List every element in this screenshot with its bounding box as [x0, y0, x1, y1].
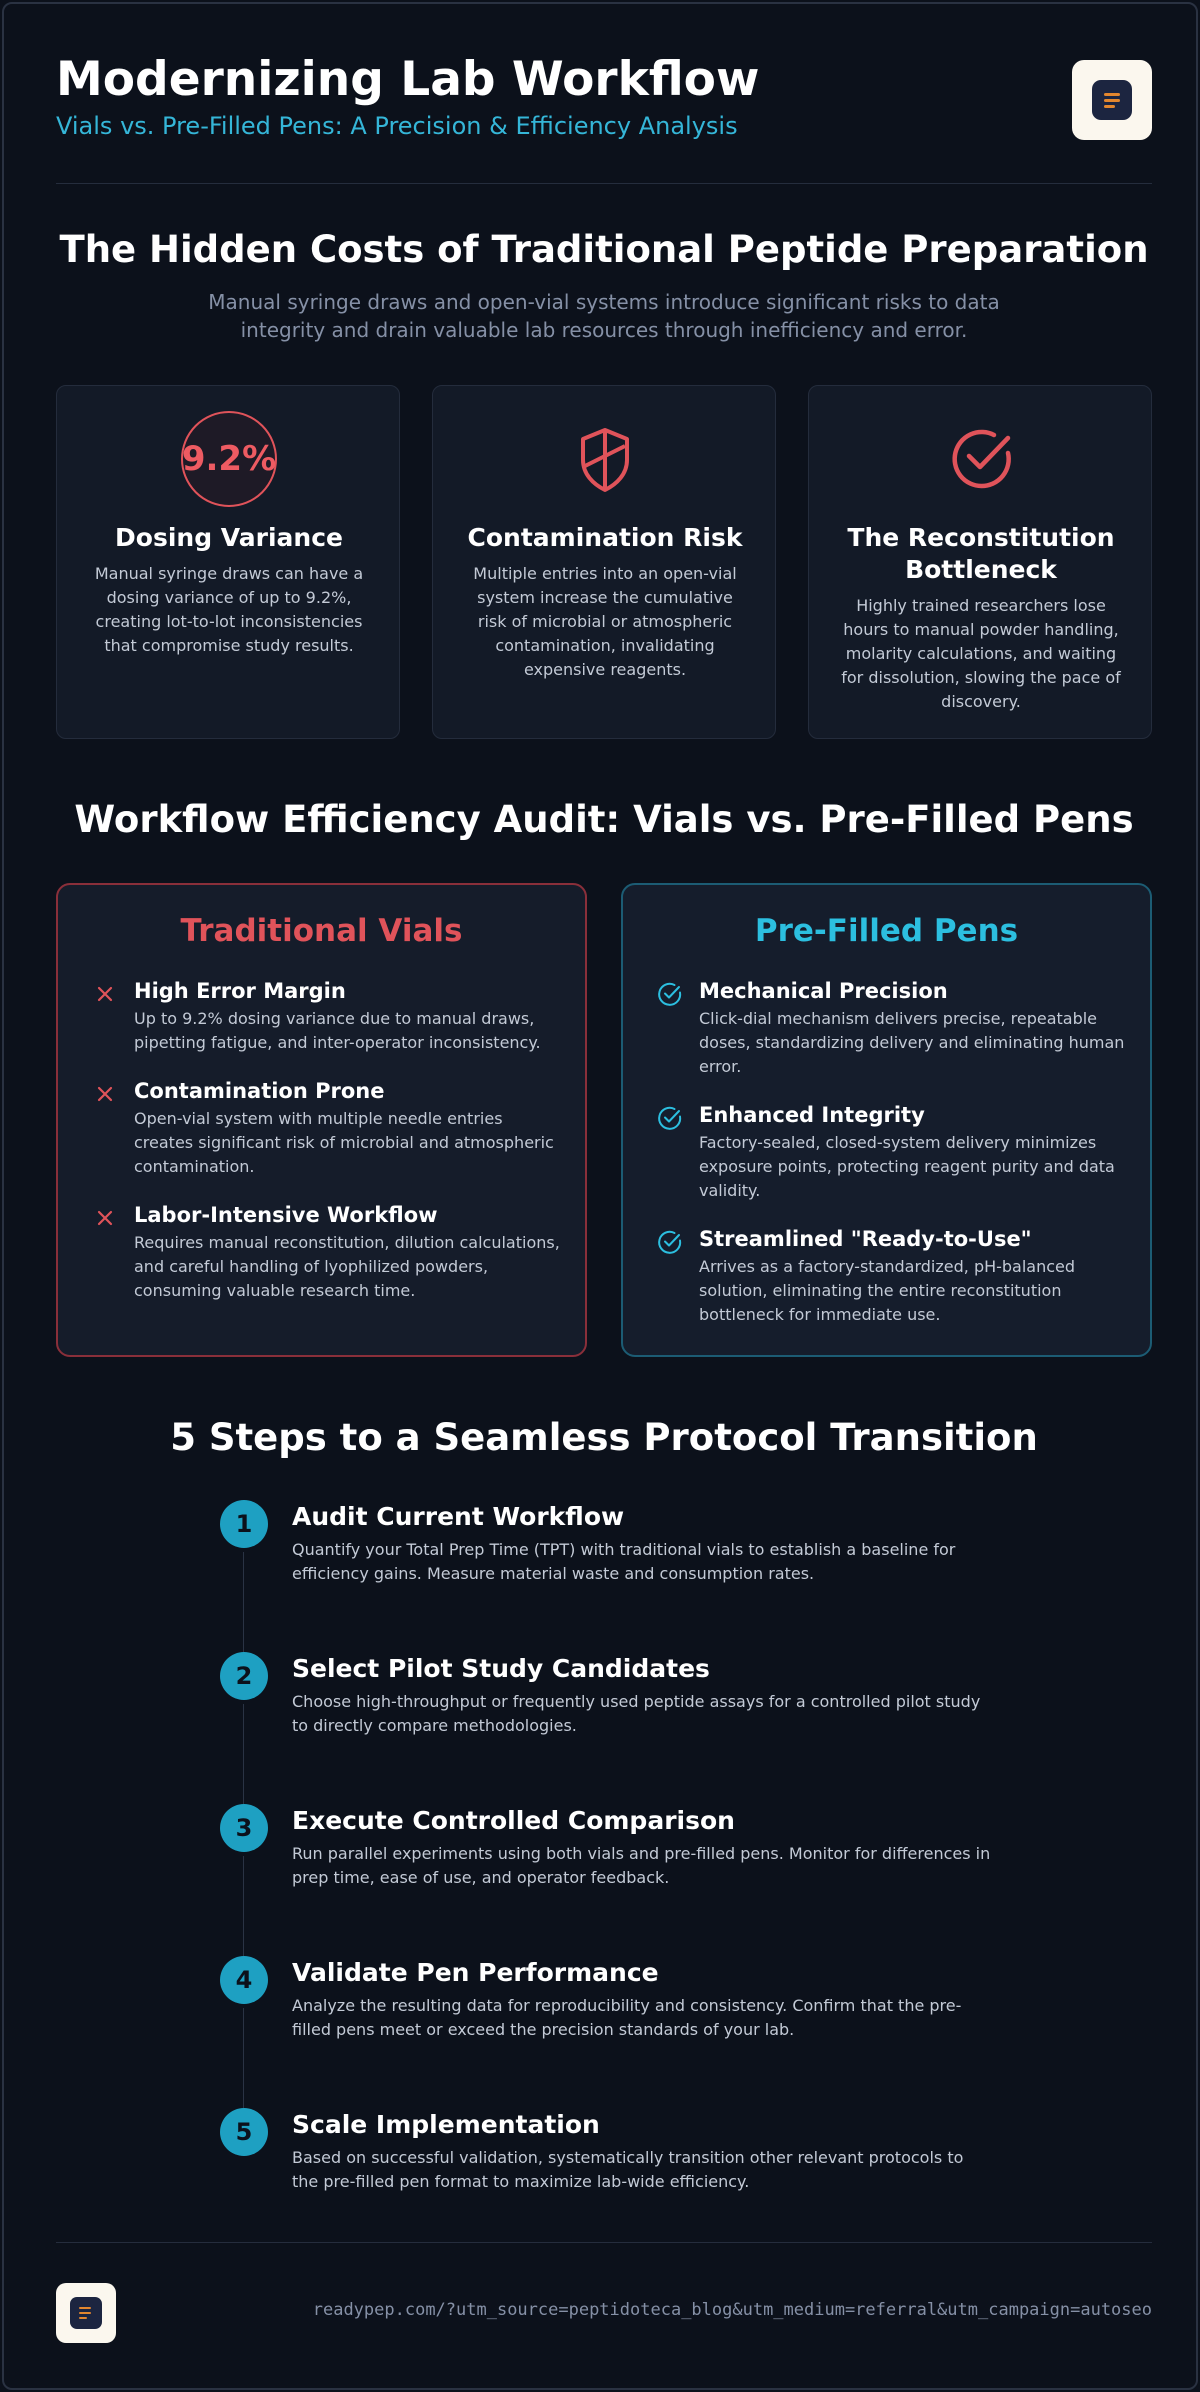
cost-card-title: The Reconstitution Bottleneck [847, 523, 1115, 584]
page-title: Modernizing Lab Workflow [56, 52, 760, 107]
check-circle-icon [657, 1105, 683, 1131]
vials-item-title: High Error Margin [134, 979, 346, 1003]
step-number: 1 [220, 1500, 268, 1548]
cost-card-dosing-variance [56, 385, 400, 739]
logo [1072, 60, 1152, 140]
check-circle-icon [657, 1229, 683, 1255]
step-title: Scale Implementation [292, 2110, 600, 2139]
document-list-icon [70, 2297, 102, 2329]
cost-card-title: Contamination Risk [467, 523, 743, 552]
step-item [220, 1956, 1060, 2108]
footer-url-link[interactable]: readypep.com/?utm_source=peptidoteca_blog&utm_medium=referral&utm_campaign=autoseo [312, 2300, 1152, 2320]
step-item [220, 1500, 1060, 1652]
step-text: Based on successful validation, systematically transition other relevant protocols to the pre-filled pen format to maximize lab-wide efficiency. [292, 2148, 964, 2191]
step-title: Execute Controlled Comparison [292, 1806, 735, 1835]
step-text: Quantify your Total Prep Time (TPT) with traditional vials to establish a baseline for efficiency gains. Measure material waste and consumption rates. [292, 1540, 956, 1583]
pens-card [621, 883, 1152, 1357]
step-title: Audit Current Workflow [292, 1502, 625, 1531]
vials-card [56, 883, 587, 1357]
footer-divider [56, 2242, 1152, 2243]
timeline-connector [243, 1704, 244, 1804]
header-divider [56, 183, 1152, 184]
cost-card-text: Manual syringe draws can have a dosing variance of up to 9.2%, creating lot-to-lot inconsistencies that compromise study results. [94, 564, 364, 655]
cost-card-contamination-risk [432, 385, 776, 739]
check-circle-icon [657, 981, 683, 1007]
vials-item-text: Requires manual reconstitution, dilution calculations, and careful handling of lyophilized powders, consuming valuable research time. [134, 1233, 560, 1300]
timeline-connector [243, 1552, 244, 1652]
step-text: Run parallel experiments using both vials and pre-filled pens. Monitor for differences in prep time, ease of use, and operator feedback. [292, 1844, 991, 1887]
step-item [220, 1652, 1060, 1804]
x-icon [92, 1205, 118, 1231]
vials-item-text: Open-vial system with multiple needle entries creates significant risk of microbial and atmospheric contamination. [134, 1109, 554, 1176]
infographic-frame [2, 2, 1198, 2390]
cost-card-reconstitution-bottleneck [808, 385, 1152, 739]
pens-item-title: Mechanical Precision [699, 979, 948, 1003]
header [56, 52, 1152, 142]
pens-heading: Pre-Filled Pens [754, 913, 1019, 949]
cost-card-text: Highly trained researchers lose hours to manual powder handling, molarity calculations, and waiting for dissolution, slowing the pace of discovery. [841, 596, 1121, 711]
costs-section-intro: Manual syringe draws and open-vial systems introduce significant risks to data integrity and drain valuable lab resources through inefficiency and error. [208, 290, 1000, 342]
cost-card-text: Multiple entries into an open-vial system increase the cumulative risk of microbial or atmospheric contamination, invalidating expensive reagents. [473, 564, 737, 679]
step-text: Analyze the resulting data for reproducibility and consistency. Confirm that the pre-filled pens meet or exceed the precision standards of your lab. [292, 1996, 962, 2039]
step-number: 3 [220, 1804, 268, 1852]
vials-heading: Traditional Vials [180, 913, 463, 949]
step-item [220, 1804, 1060, 1956]
dosing-variance-stat: 9.2% [181, 411, 277, 507]
steps-section-title: 5 Steps to a Seamless Protocol Transition [170, 1416, 1038, 1459]
cost-card-title: Dosing Variance [115, 523, 343, 552]
step-number: 2 [220, 1652, 268, 1700]
step-number: 5 [220, 2108, 268, 2156]
check-circle-icon [931, 408, 1031, 508]
shield-icon [555, 408, 655, 508]
vials-item-title: Contamination Prone [134, 1079, 385, 1103]
timeline-connector [243, 1856, 244, 1956]
x-icon [92, 1081, 118, 1107]
pens-item-title: Streamlined "Ready-to-Use" [699, 1227, 1032, 1251]
step-text: Choose high-throughput or frequently used peptide assays for a controlled pilot study to directly compare methodologies. [292, 1692, 981, 1735]
timeline-connector [243, 2008, 244, 2108]
vials-item-title: Labor-Intensive Workflow [134, 1203, 438, 1227]
pens-item-text: Click-dial mechanism delivers precise, repeatable doses, standardizing delivery and eliminating human error. [699, 1009, 1125, 1076]
pens-item-text: Arrives as a factory-standardized, pH-balanced solution, eliminating the entire reconstitution bottleneck for immediate use. [699, 1257, 1076, 1324]
step-item [220, 2108, 1060, 2260]
document-list-icon [1092, 80, 1132, 120]
vials-item-text: Up to 9.2% dosing variance due to manual draws, pipetting fatigue, and inter-operator inconsistency. [134, 1009, 541, 1052]
step-title: Select Pilot Study Candidates [292, 1654, 710, 1683]
pens-item-text: Factory-sealed, closed-system delivery minimizes exposure points, protecting reagent purity and data validity. [699, 1133, 1115, 1200]
costs-section-title: The Hidden Costs of Traditional Peptide Preparation [59, 228, 1149, 271]
audit-section-title: Workflow Efficiency Audit: Vials vs. Pre-Filled Pens [74, 798, 1134, 841]
pens-item-title: Enhanced Integrity [699, 1103, 925, 1127]
step-number: 4 [220, 1956, 268, 2004]
page-subtitle: Vials vs. Pre-Filled Pens: A Precision & Efficiency Analysis [56, 112, 738, 140]
step-title: Validate Pen Performance [292, 1958, 659, 1987]
x-icon [92, 981, 118, 1007]
footer-logo [56, 2283, 116, 2343]
